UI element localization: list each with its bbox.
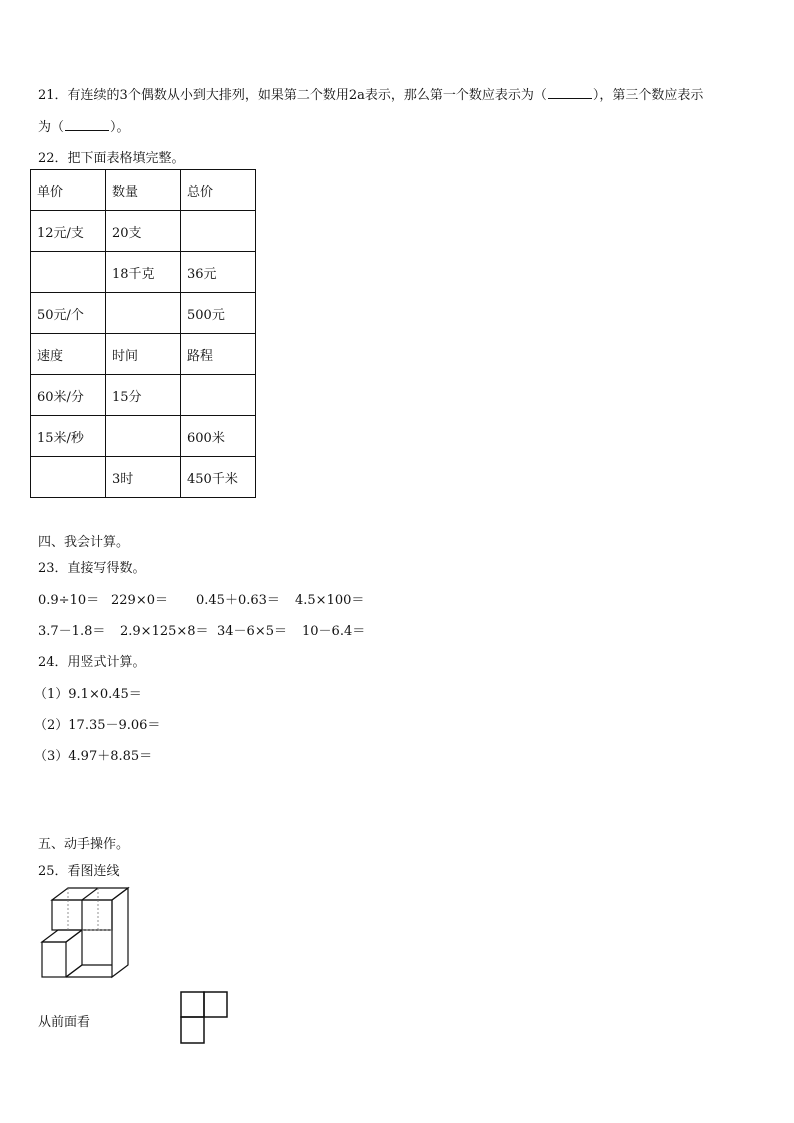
q22-table-cell: 时间 <box>106 334 181 375</box>
q22-table-cell: 3时 <box>106 457 181 498</box>
q23-item: 4.5×100＝ <box>295 593 365 608</box>
q22-table-cell: 数量 <box>106 170 181 211</box>
q22-blank-cell[interactable] <box>31 457 106 498</box>
q23-item: 2.9×125×8＝ <box>120 624 209 639</box>
q24-item-3: （3）4.97＋8.85＝ <box>34 749 153 764</box>
q21-text-line2-start: 为（ <box>38 120 65 135</box>
q22-blank-cell[interactable] <box>31 252 106 293</box>
q21-text-line2-end: ）。 <box>110 120 130 135</box>
q22-table-cell: 500元 <box>181 293 256 334</box>
q21-text-mid: ），第三个数应表示 <box>592 88 704 103</box>
q22-blank-cell[interactable] <box>181 211 256 252</box>
q22-table-row <box>31 334 256 375</box>
q22-table-cell: 单价 <box>31 170 106 211</box>
cube-stack-figure <box>36 885 134 983</box>
front-view-shape[interactable] <box>180 991 230 1045</box>
q21-blank-1[interactable] <box>548 86 592 99</box>
q22-table-cell: 15分 <box>106 375 181 416</box>
q22-table-row <box>31 457 256 498</box>
q23-title: 23．直接写得数。 <box>38 561 146 576</box>
q23-item: 0.45＋0.63＝ <box>196 593 280 608</box>
q22-title: 22．把下面表格填完整。 <box>38 151 185 166</box>
q22-table-row <box>31 293 256 334</box>
q23-item: 229×0＝ <box>111 593 168 608</box>
q22-table <box>30 169 256 498</box>
q25-title: 25．看图连线 <box>38 864 120 879</box>
q21-blank-2[interactable] <box>65 118 109 131</box>
q22-table-row <box>31 170 256 211</box>
q22-table-cell: 450千米 <box>181 457 256 498</box>
q23-item: 0.9÷10＝ <box>38 593 100 608</box>
q23-item: 10－6.4＝ <box>302 624 366 639</box>
q22-table-row <box>31 252 256 293</box>
q22-table-cell: 路程 <box>181 334 256 375</box>
q24-title: 24．用竖式计算。 <box>38 655 146 670</box>
q22-table-cell: 50元/个 <box>31 293 106 334</box>
q22-table-row <box>31 375 256 416</box>
q22-table-row <box>31 211 256 252</box>
q22-table-row <box>31 416 256 457</box>
q24-item-2: （2）17.35－9.06＝ <box>34 718 161 733</box>
front-view-label: 从前面看 <box>38 1015 91 1030</box>
q24-item-1: （1）9.1×0.45＝ <box>34 687 142 702</box>
q22-table-cell: 速度 <box>31 334 106 375</box>
q22-blank-cell[interactable] <box>106 293 181 334</box>
q22-blank-cell[interactable] <box>181 375 256 416</box>
q22-table-cell: 20支 <box>106 211 181 252</box>
q23-item: 3.7－1.8＝ <box>38 624 106 639</box>
q22-table-cell: 总价 <box>181 170 256 211</box>
section5-title: 五、动手操作。 <box>38 837 130 852</box>
q21-line2 <box>38 116 130 135</box>
q22-blank-cell[interactable] <box>106 416 181 457</box>
section4-title: 四、我会计算。 <box>38 535 130 550</box>
q23-item: 34－6×5＝ <box>217 624 287 639</box>
q22-table-cell: 60米/分 <box>31 375 106 416</box>
q22-table-cell: 12元/支 <box>31 211 106 252</box>
q22-table-cell: 15米/秒 <box>31 416 106 457</box>
q22-table-cell: 18千克 <box>106 252 181 293</box>
q22-table-cell: 600米 <box>181 416 256 457</box>
q21-text-start: 21．有连续的3个偶数从小到大排列，如果第二个数用2a表示，那么第一个数应表示为（ <box>38 88 547 103</box>
q21-line1 <box>38 84 703 103</box>
q22-table-cell: 36元 <box>181 252 256 293</box>
